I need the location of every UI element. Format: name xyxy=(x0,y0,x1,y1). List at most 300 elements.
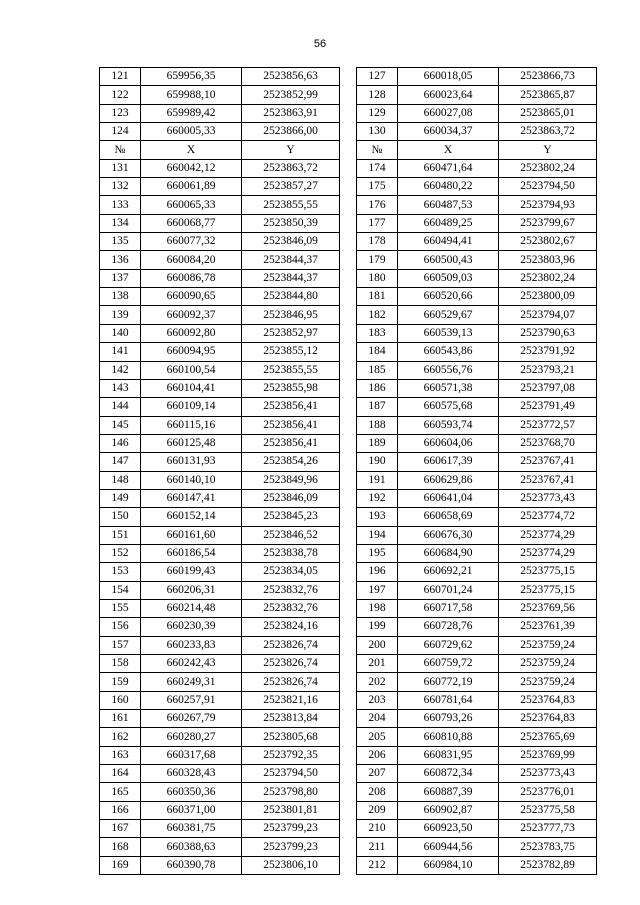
column-gap xyxy=(340,453,357,471)
y-coordinate-cell: 2523761,39 xyxy=(499,618,597,636)
point-number-cell: 192 xyxy=(357,489,398,507)
point-number-cell: 196 xyxy=(357,563,398,581)
x-coordinate-cell: 660104,41 xyxy=(141,379,242,397)
column-gap xyxy=(340,361,357,379)
table-row xyxy=(100,306,597,324)
column-gap xyxy=(340,673,357,691)
y-coordinate-cell: 2523777,73 xyxy=(499,820,597,838)
point-number-cell: 134 xyxy=(100,214,141,232)
table-row xyxy=(100,599,597,617)
table-row xyxy=(100,820,597,838)
point-number-cell: 165 xyxy=(100,783,141,801)
y-coordinate-cell: 2523844,37 xyxy=(242,269,340,287)
column-gap xyxy=(340,196,357,214)
point-number-cell: 133 xyxy=(100,196,141,214)
point-number-cell: 183 xyxy=(357,324,398,342)
table-row xyxy=(100,563,597,581)
point-number-cell: 206 xyxy=(357,746,398,764)
column-gap xyxy=(340,820,357,838)
x-coordinate-cell: 660115,16 xyxy=(141,416,242,434)
point-number-cell: 186 xyxy=(357,379,398,397)
x-coordinate-cell: 660199,43 xyxy=(141,563,242,581)
point-number-cell: 203 xyxy=(357,691,398,709)
x-coordinate-cell: 660390,78 xyxy=(141,856,242,874)
x-coordinate-cell: 660556,76 xyxy=(398,361,499,379)
point-number-cell: 129 xyxy=(357,104,398,122)
table-row xyxy=(100,508,597,526)
column-gap xyxy=(340,324,357,342)
point-number-cell: 193 xyxy=(357,508,398,526)
coordinates-table-body xyxy=(100,68,597,875)
point-number-cell: 141 xyxy=(100,343,141,361)
column-gap xyxy=(340,269,357,287)
header-y-cell: Y xyxy=(499,141,597,159)
y-coordinate-cell: 2523774,29 xyxy=(499,544,597,562)
table-row xyxy=(100,728,597,746)
column-gap xyxy=(340,68,357,86)
table-header-row xyxy=(100,141,597,159)
point-number-cell: 135 xyxy=(100,233,141,251)
y-coordinate-cell: 2523856,41 xyxy=(242,434,340,452)
x-coordinate-cell: 660094,95 xyxy=(141,343,242,361)
point-number-cell: 147 xyxy=(100,453,141,471)
x-coordinate-cell: 660944,56 xyxy=(398,838,499,856)
x-coordinate-cell: 660152,14 xyxy=(141,508,242,526)
point-number-cell: 160 xyxy=(100,691,141,709)
x-coordinate-cell: 660086,78 xyxy=(141,269,242,287)
point-number-cell: 210 xyxy=(357,820,398,838)
point-number-cell: 136 xyxy=(100,251,141,269)
table-row xyxy=(100,801,597,819)
point-number-cell: 146 xyxy=(100,434,141,452)
column-gap xyxy=(340,783,357,801)
table-row xyxy=(100,324,597,342)
table-row xyxy=(100,269,597,287)
table-row xyxy=(100,123,597,141)
point-number-cell: 195 xyxy=(357,544,398,562)
y-coordinate-cell: 2523866,73 xyxy=(499,68,597,86)
y-coordinate-cell: 2523764,83 xyxy=(499,691,597,709)
column-gap xyxy=(340,508,357,526)
column-gap xyxy=(340,710,357,728)
point-number-cell: 174 xyxy=(357,159,398,177)
x-coordinate-cell: 660267,79 xyxy=(141,710,242,728)
point-number-cell: 166 xyxy=(100,801,141,819)
x-coordinate-cell: 660109,14 xyxy=(141,398,242,416)
x-coordinate-cell: 660923,50 xyxy=(398,820,499,838)
x-coordinate-cell: 660872,34 xyxy=(398,765,499,783)
header-y-cell: Y xyxy=(242,141,340,159)
column-gap xyxy=(340,728,357,746)
y-coordinate-cell: 2523798,80 xyxy=(242,783,340,801)
x-coordinate-cell: 660242,43 xyxy=(141,655,242,673)
x-coordinate-cell: 660701,24 xyxy=(398,581,499,599)
y-coordinate-cell: 2523802,24 xyxy=(499,269,597,287)
x-coordinate-cell: 660772,19 xyxy=(398,673,499,691)
table-row xyxy=(100,214,597,232)
table-row xyxy=(100,489,597,507)
point-number-cell: 121 xyxy=(100,68,141,86)
column-gap xyxy=(340,104,357,122)
point-number-cell: 144 xyxy=(100,398,141,416)
page-number: 56 xyxy=(313,38,327,50)
point-number-cell: 169 xyxy=(100,856,141,874)
point-number-cell: 177 xyxy=(357,214,398,232)
point-number-cell: 205 xyxy=(357,728,398,746)
y-coordinate-cell: 2523803,96 xyxy=(499,251,597,269)
x-coordinate-cell: 660161,60 xyxy=(141,526,242,544)
y-coordinate-cell: 2523813,84 xyxy=(242,710,340,728)
y-coordinate-cell: 2523863,91 xyxy=(242,104,340,122)
column-gap xyxy=(340,306,357,324)
x-coordinate-cell: 660729,62 xyxy=(398,636,499,654)
x-coordinate-cell: 660692,21 xyxy=(398,563,499,581)
y-coordinate-cell: 2523866,00 xyxy=(242,123,340,141)
point-number-cell: 155 xyxy=(100,599,141,617)
x-coordinate-cell: 660641,04 xyxy=(398,489,499,507)
x-coordinate-cell: 660034,37 xyxy=(398,123,499,141)
y-coordinate-cell: 2523832,76 xyxy=(242,599,340,617)
x-coordinate-cell: 660280,27 xyxy=(141,728,242,746)
y-coordinate-cell: 2523769,56 xyxy=(499,599,597,617)
x-coordinate-cell: 660684,90 xyxy=(398,544,499,562)
x-coordinate-cell: 660317,68 xyxy=(141,746,242,764)
table-row xyxy=(100,526,597,544)
y-coordinate-cell: 2523793,21 xyxy=(499,361,597,379)
point-number-cell: 191 xyxy=(357,471,398,489)
point-number-cell: 197 xyxy=(357,581,398,599)
y-coordinate-cell: 2523767,41 xyxy=(499,453,597,471)
point-number-cell: 198 xyxy=(357,599,398,617)
table-row xyxy=(100,673,597,691)
point-number-cell: 153 xyxy=(100,563,141,581)
point-number-cell: 140 xyxy=(100,324,141,342)
y-coordinate-cell: 2523850,39 xyxy=(242,214,340,232)
point-number-cell: 163 xyxy=(100,746,141,764)
coordinates-table xyxy=(99,67,597,875)
x-coordinate-cell: 660471,64 xyxy=(398,159,499,177)
point-number-cell: 209 xyxy=(357,801,398,819)
y-coordinate-cell: 2523855,98 xyxy=(242,379,340,397)
y-coordinate-cell: 2523844,37 xyxy=(242,251,340,269)
table-row xyxy=(100,86,597,104)
point-number-cell: 178 xyxy=(357,233,398,251)
x-coordinate-cell: 660480,22 xyxy=(398,178,499,196)
y-coordinate-cell: 2523769,99 xyxy=(499,746,597,764)
point-number-cell: 145 xyxy=(100,416,141,434)
x-coordinate-cell: 660147,41 xyxy=(141,489,242,507)
y-coordinate-cell: 2523863,72 xyxy=(499,123,597,141)
point-number-cell: 189 xyxy=(357,434,398,452)
point-number-cell: 138 xyxy=(100,288,141,306)
table-row xyxy=(100,398,597,416)
y-coordinate-cell: 2523805,68 xyxy=(242,728,340,746)
x-coordinate-cell: 660140,10 xyxy=(141,471,242,489)
table-row xyxy=(100,618,597,636)
point-number-cell: 211 xyxy=(357,838,398,856)
x-coordinate-cell: 660520,66 xyxy=(398,288,499,306)
x-coordinate-cell: 660887,39 xyxy=(398,783,499,801)
x-coordinate-cell: 660381,75 xyxy=(141,820,242,838)
table-row xyxy=(100,783,597,801)
y-coordinate-cell: 2523764,83 xyxy=(499,710,597,728)
table-row xyxy=(100,233,597,251)
x-coordinate-cell: 660350,36 xyxy=(141,783,242,801)
point-number-cell: 158 xyxy=(100,655,141,673)
y-coordinate-cell: 2523768,70 xyxy=(499,434,597,452)
y-coordinate-cell: 2523865,87 xyxy=(499,86,597,104)
column-gap xyxy=(340,636,357,654)
y-coordinate-cell: 2523794,50 xyxy=(242,765,340,783)
point-number-cell: 202 xyxy=(357,673,398,691)
y-coordinate-cell: 2523791,49 xyxy=(499,398,597,416)
point-number-cell: 185 xyxy=(357,361,398,379)
y-coordinate-cell: 2523775,58 xyxy=(499,801,597,819)
y-coordinate-cell: 2523852,99 xyxy=(242,86,340,104)
y-coordinate-cell: 2523794,93 xyxy=(499,196,597,214)
y-coordinate-cell: 2523845,23 xyxy=(242,508,340,526)
column-gap xyxy=(340,563,357,581)
y-coordinate-cell: 2523794,07 xyxy=(499,306,597,324)
y-coordinate-cell: 2523806,10 xyxy=(242,856,340,874)
x-coordinate-cell: 659956,35 xyxy=(141,68,242,86)
x-coordinate-cell: 660676,30 xyxy=(398,526,499,544)
y-coordinate-cell: 2523856,63 xyxy=(242,68,340,86)
table-row xyxy=(100,159,597,177)
table-row xyxy=(100,856,597,874)
x-coordinate-cell: 660543,86 xyxy=(398,343,499,361)
point-number-cell: 167 xyxy=(100,820,141,838)
x-coordinate-cell: 660717,58 xyxy=(398,599,499,617)
column-gap xyxy=(340,233,357,251)
table-row xyxy=(100,710,597,728)
column-gap xyxy=(340,489,357,507)
x-coordinate-cell: 660810,88 xyxy=(398,728,499,746)
x-coordinate-cell: 660500,43 xyxy=(398,251,499,269)
point-number-cell: 142 xyxy=(100,361,141,379)
column-gap xyxy=(340,801,357,819)
y-coordinate-cell: 2523846,09 xyxy=(242,233,340,251)
x-coordinate-cell: 660233,83 xyxy=(141,636,242,654)
header-number-cell: № xyxy=(357,141,398,159)
x-coordinate-cell: 660230,39 xyxy=(141,618,242,636)
point-number-cell: 200 xyxy=(357,636,398,654)
table-row xyxy=(100,104,597,122)
x-coordinate-cell: 660617,39 xyxy=(398,453,499,471)
y-coordinate-cell: 2523794,50 xyxy=(499,178,597,196)
y-coordinate-cell: 2523759,24 xyxy=(499,655,597,673)
x-coordinate-cell: 660571,38 xyxy=(398,379,499,397)
y-coordinate-cell: 2523852,97 xyxy=(242,324,340,342)
x-coordinate-cell: 659989,42 xyxy=(141,104,242,122)
y-coordinate-cell: 2523855,55 xyxy=(242,361,340,379)
point-number-cell: 132 xyxy=(100,178,141,196)
x-coordinate-cell: 660027,08 xyxy=(398,104,499,122)
point-number-cell: 184 xyxy=(357,343,398,361)
table-row xyxy=(100,544,597,562)
point-number-cell: 204 xyxy=(357,710,398,728)
y-coordinate-cell: 2523759,24 xyxy=(499,636,597,654)
column-gap xyxy=(340,343,357,361)
y-coordinate-cell: 2523846,52 xyxy=(242,526,340,544)
point-number-cell: 161 xyxy=(100,710,141,728)
table-row xyxy=(100,471,597,489)
column-gap xyxy=(340,581,357,599)
point-number-cell: 175 xyxy=(357,178,398,196)
column-gap xyxy=(340,526,357,544)
column-gap xyxy=(340,159,357,177)
y-coordinate-cell: 2523863,72 xyxy=(242,159,340,177)
point-number-cell: 208 xyxy=(357,783,398,801)
table-row xyxy=(100,765,597,783)
x-coordinate-cell: 660593,74 xyxy=(398,416,499,434)
column-gap xyxy=(340,655,357,673)
y-coordinate-cell: 2523838,78 xyxy=(242,544,340,562)
x-coordinate-cell: 660793,26 xyxy=(398,710,499,728)
y-coordinate-cell: 2523856,41 xyxy=(242,416,340,434)
x-coordinate-cell: 660061,89 xyxy=(141,178,242,196)
table-row xyxy=(100,343,597,361)
point-number-cell: 128 xyxy=(357,86,398,104)
column-gap xyxy=(340,838,357,856)
point-number-cell: 124 xyxy=(100,123,141,141)
point-number-cell: 162 xyxy=(100,728,141,746)
point-number-cell: 194 xyxy=(357,526,398,544)
y-coordinate-cell: 2523826,74 xyxy=(242,655,340,673)
x-coordinate-cell: 660206,31 xyxy=(141,581,242,599)
point-number-cell: 149 xyxy=(100,489,141,507)
x-coordinate-cell: 660494,41 xyxy=(398,233,499,251)
table-row xyxy=(100,178,597,196)
header-x-cell: X xyxy=(141,141,242,159)
table-row xyxy=(100,655,597,673)
x-coordinate-cell: 660090,65 xyxy=(141,288,242,306)
point-number-cell: 199 xyxy=(357,618,398,636)
point-number-cell: 188 xyxy=(357,416,398,434)
y-coordinate-cell: 2523765,69 xyxy=(499,728,597,746)
column-gap xyxy=(340,599,357,617)
table-row xyxy=(100,68,597,86)
table-row xyxy=(100,288,597,306)
y-coordinate-cell: 2523773,43 xyxy=(499,765,597,783)
y-coordinate-cell: 2523846,95 xyxy=(242,306,340,324)
table-row xyxy=(100,434,597,452)
y-coordinate-cell: 2523799,23 xyxy=(242,838,340,856)
point-number-cell: 130 xyxy=(357,123,398,141)
column-gap xyxy=(340,691,357,709)
x-coordinate-cell: 660902,87 xyxy=(398,801,499,819)
y-coordinate-cell: 2523774,29 xyxy=(499,526,597,544)
y-coordinate-cell: 2523846,09 xyxy=(242,489,340,507)
table-row xyxy=(100,453,597,471)
x-coordinate-cell: 660092,37 xyxy=(141,306,242,324)
table-row xyxy=(100,746,597,764)
x-coordinate-cell: 660257,91 xyxy=(141,691,242,709)
y-coordinate-cell: 2523857,27 xyxy=(242,178,340,196)
x-coordinate-cell: 660125,48 xyxy=(141,434,242,452)
x-coordinate-cell: 660781,64 xyxy=(398,691,499,709)
y-coordinate-cell: 2523801,81 xyxy=(242,801,340,819)
column-gap xyxy=(340,123,357,141)
column-gap xyxy=(340,618,357,636)
table-row xyxy=(100,636,597,654)
point-number-cell: 137 xyxy=(100,269,141,287)
x-coordinate-cell: 660487,53 xyxy=(398,196,499,214)
point-number-cell: 176 xyxy=(357,196,398,214)
y-coordinate-cell: 2523865,01 xyxy=(499,104,597,122)
point-number-cell: 152 xyxy=(100,544,141,562)
y-coordinate-cell: 2523782,89 xyxy=(499,856,597,874)
table-row xyxy=(100,361,597,379)
point-number-cell: 156 xyxy=(100,618,141,636)
column-gap xyxy=(340,288,357,306)
x-coordinate-cell: 660065,33 xyxy=(141,196,242,214)
y-coordinate-cell: 2523775,15 xyxy=(499,581,597,599)
x-coordinate-cell: 659988,10 xyxy=(141,86,242,104)
point-number-cell: 122 xyxy=(100,86,141,104)
point-number-cell: 131 xyxy=(100,159,141,177)
x-coordinate-cell: 660984,10 xyxy=(398,856,499,874)
x-coordinate-cell: 660759,72 xyxy=(398,655,499,673)
x-coordinate-cell: 660371,00 xyxy=(141,801,242,819)
y-coordinate-cell: 2523802,67 xyxy=(499,233,597,251)
y-coordinate-cell: 2523797,08 xyxy=(499,379,597,397)
x-coordinate-cell: 660018,05 xyxy=(398,68,499,86)
y-coordinate-cell: 2523790,63 xyxy=(499,324,597,342)
point-number-cell: 154 xyxy=(100,581,141,599)
column-gap xyxy=(340,86,357,104)
y-coordinate-cell: 2523772,57 xyxy=(499,416,597,434)
x-coordinate-cell: 660575,68 xyxy=(398,398,499,416)
y-coordinate-cell: 2523821,16 xyxy=(242,691,340,709)
point-number-cell: 159 xyxy=(100,673,141,691)
x-coordinate-cell: 660509,03 xyxy=(398,269,499,287)
x-coordinate-cell: 660186,54 xyxy=(141,544,242,562)
x-coordinate-cell: 660604,06 xyxy=(398,434,499,452)
point-number-cell: 182 xyxy=(357,306,398,324)
y-coordinate-cell: 2523849,96 xyxy=(242,471,340,489)
y-coordinate-cell: 2523855,12 xyxy=(242,343,340,361)
table-row xyxy=(100,838,597,856)
y-coordinate-cell: 2523783,75 xyxy=(499,838,597,856)
point-number-cell: 150 xyxy=(100,508,141,526)
column-gap xyxy=(340,765,357,783)
y-coordinate-cell: 2523775,15 xyxy=(499,563,597,581)
header-x-cell: X xyxy=(398,141,499,159)
column-gap xyxy=(340,434,357,452)
x-coordinate-cell: 660005,33 xyxy=(141,123,242,141)
x-coordinate-cell: 660042,12 xyxy=(141,159,242,177)
y-coordinate-cell: 2523773,43 xyxy=(499,489,597,507)
y-coordinate-cell: 2523799,67 xyxy=(499,214,597,232)
x-coordinate-cell: 660529,67 xyxy=(398,306,499,324)
point-number-cell: 181 xyxy=(357,288,398,306)
x-coordinate-cell: 660831,95 xyxy=(398,746,499,764)
point-number-cell: 127 xyxy=(357,68,398,86)
y-coordinate-cell: 2523832,76 xyxy=(242,581,340,599)
point-number-cell: 168 xyxy=(100,838,141,856)
point-number-cell: 151 xyxy=(100,526,141,544)
column-gap xyxy=(340,379,357,397)
y-coordinate-cell: 2523774,72 xyxy=(499,508,597,526)
column-gap xyxy=(340,251,357,269)
y-coordinate-cell: 2523776,01 xyxy=(499,783,597,801)
point-number-cell: 180 xyxy=(357,269,398,287)
y-coordinate-cell: 2523826,74 xyxy=(242,673,340,691)
y-coordinate-cell: 2523799,23 xyxy=(242,820,340,838)
x-coordinate-cell: 660023,64 xyxy=(398,86,499,104)
column-gap xyxy=(340,544,357,562)
